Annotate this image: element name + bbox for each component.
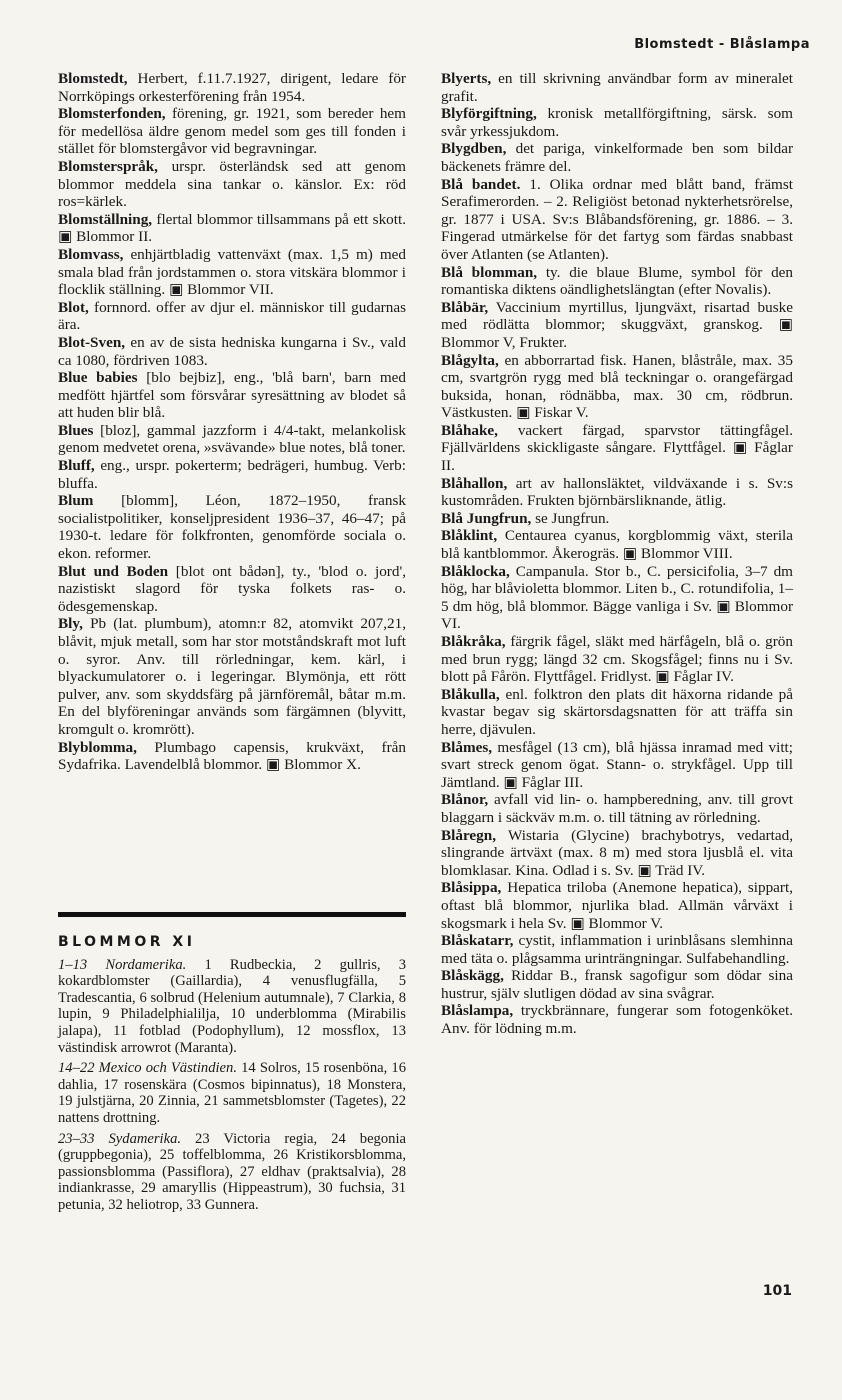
dictionary-entry: [441, 527, 793, 562]
legend-region: 14–22 Mexico och Västindien.: [58, 1060, 237, 1077]
dictionary-entry: [441, 932, 793, 967]
entry-definition: det pariga, vinkelformade ben som bildar bäckenets främre del.: [441, 140, 793, 175]
legend-title: BLOMMOR XI: [58, 934, 196, 950]
legend-text: 1 Rudbeckia, 2 gullris, 3 kokardblomster (Gaillardia), 4 venusflugfälla, 5 Tradescantia, 6 solbrud (Helenium autumnale), 7 Clarkia, 8 lupin, 9 Philadelphialilja, 10 underblomma (Mirabilis jalapa), 11 fotblad (Podophyllum), 12 mossflox, 13 västindisk arrowrot (Maranta).: [58, 956, 406, 1056]
dictionary-entry: [441, 422, 793, 475]
entry-headword: Blåklint,: [441, 527, 498, 545]
entry-headword: Blomstedt,: [58, 70, 128, 87]
dictionary-entry: [58, 457, 406, 492]
running-header: Blomstedt - Blåslampa: [634, 37, 810, 52]
dictionary-entry: [441, 633, 793, 686]
legend-block: [58, 1131, 406, 1214]
dictionary-entry: [441, 299, 793, 352]
entry-headword: Blue babies: [58, 369, 138, 387]
entry-definition: en abborrartad fisk. Hanen, blåstråle, max. 35 cm, svartgrön rygg med blå teckningar o. orangefärgad buksida, honan, rödnäbba, max. 30 cm, rödbrun. Västkusten. ▣ Fiskar V.: [441, 351, 793, 422]
entry-headword: Blues: [58, 421, 94, 439]
entry-headword: Blut und Boden: [58, 562, 169, 580]
entry-definition: färgrik fågel, släkt med härfågeln, blå o. grön med brun rygg; längd 32 cm. Skogsfågel; finns nu i Sv. blott på Fårön. Flyttfågel. Fridlyst. ▣ Fåglar IV.: [441, 633, 793, 686]
entry-headword: Blyerts,: [441, 70, 492, 87]
entry-headword: Blågylta,: [441, 351, 499, 369]
entry-definition: Campanula. Stor b., C. persicifolia, 3–7 dm hög, har blåvioletta blommor. Liten b., C. rotundifolia, 1–5 dm hög, blå blommor. Bägge vanliga i Sv. ▣ Blommor VI.: [441, 562, 793, 633]
entry-definition: tryckbrännare, fungerar som fotogenköket. Anv. för lödning m.m.: [441, 1002, 793, 1038]
entry-headword: Blyförgiftning,: [441, 105, 537, 123]
dictionary-entry: [441, 352, 793, 422]
entry-headword: Blåregn,: [441, 826, 496, 844]
dictionary-entry: [441, 563, 793, 633]
legend-region: 1–13 Nordamerika.: [58, 956, 187, 973]
entry-definition: art av hallonsläktet, vildväxande i s. Sv:s kustområden. Frukten björnbärsliknande, ätlig.: [441, 474, 793, 510]
dictionary-entry: [441, 105, 793, 140]
entry-headword: Blot-Sven,: [58, 333, 126, 351]
dictionary-entry: [441, 967, 793, 1002]
entry-definition: enl. folktron den plats dit häxorna ridande på kvastar begav sig skärtorsdagsnatten för att träffa sin herre, djävulen.: [441, 685, 793, 738]
entry-definition: Riddar B., fransk sagofigur som dödar sina hustrur, själv slutligen dödad av sina svågrar.: [441, 967, 793, 1002]
dictionary-entry: [58, 246, 406, 299]
legend-text: 23 Victoria regia, 24 begonia (gruppbegonia), 25 toffelblomma, 26 Kristikorsblomma, passionsblomma (Passiflora), 27 eldhav (praktsalvia), 28 indiankrasse, 29 amaryllis (Hippeastrum), 30 fuchsia, 31 petunia, 32 heliotrop, 33 Gunnera.: [58, 1130, 406, 1213]
entry-definition: kronisk metallförgiftning, särsk. som svår yrkessjukdom.: [441, 105, 793, 140]
entry-definition: Plumbago capensis, krukväxt, från Sydafrika. Lavendelblå blommor. ▣ Blommor X.: [58, 738, 406, 774]
entry-definition: se Jungfrun.: [531, 509, 610, 527]
entry-headword: Blåbär,: [441, 298, 489, 316]
dictionary-entry: [441, 140, 793, 175]
dictionary-entry: [441, 176, 793, 264]
entry-definition: eng., urspr. pokerterm; bedrägeri, humbug. Verb: bluffa.: [58, 457, 406, 492]
dictionary-entry: [441, 827, 793, 880]
dictionary-entry: [441, 475, 793, 510]
entry-definition: en till skrivning användbar form av mineralet grafit.: [441, 70, 793, 105]
dictionary-entry: [441, 264, 793, 299]
entry-headword: Blånor,: [441, 791, 489, 809]
entry-headword: Blåhake,: [441, 421, 498, 439]
legend-text: 14 Solros, 15 rosenböna, 16 dahlia, 17 rosenskära (Cosmos bipinnatus), 18 Monstera, 19 julstjärna, 20 Zinnia, 21 sammetsblomster (Tagetes), 22 nattens drottning.: [58, 1060, 406, 1126]
entry-headword: Blåklocka,: [441, 562, 510, 580]
entry-headword: Blomsterspråk,: [58, 157, 158, 175]
entry-headword: Blåhallon,: [441, 474, 508, 492]
entry-definition: vackert färgad, sparvstor tättingfågel. Fjällvärldens skickligaste sångare. Flyttfågel. ▣ Fåglar II.: [441, 421, 793, 475]
entry-definition: [blot ont bådən], ty., 'blod o. jord', nazistiskt slagord för tyska folkets ras- o. ödesgemenskap.: [58, 562, 406, 615]
entry-definition: en av de sista hedniska kungarna i Sv., vald ca 1080, fördriven 1083.: [58, 333, 406, 369]
dictionary-entry: [58, 105, 406, 158]
dictionary-entry: [58, 70, 406, 105]
dictionary-entry: [441, 1002, 793, 1037]
dictionary-entry: [441, 686, 793, 739]
entry-headword: Blåslampa,: [441, 1002, 514, 1020]
entry-definition: Hepatica triloba (Anemone hepatica), sippart, oftast blå blommor, njurlika blad. Allmän vårväxt i skogsmark i hela Sv. ▣ Blommor V.: [441, 879, 793, 932]
dictionary-entry: [58, 158, 406, 211]
entry-headword: Bly,: [58, 615, 83, 633]
entry-definition: Pb (lat. plumbum), atomn:r 82, atomvikt 207,21, blåvit, mjuk metall, som har stor motståndskraft mot luft o. syror. Anv. till rörledningar, kem. kärl, i blyackumulatorer o. i legeringar. Blymönja, ett rött pulver, anv. som skyddsfärg på järnföremål, båtar m.m. En del blyföreningar används som färgämnen (blyvitt, kromgult o. kromrött).: [58, 615, 406, 738]
legend-blocks: [58, 957, 406, 1214]
entry-headword: Blåmes,: [441, 738, 493, 756]
entry-headword: Blåkråka,: [441, 633, 506, 650]
legend-region: 23–33 Sydamerika.: [58, 1130, 182, 1147]
entry-headword: Blot,: [58, 298, 89, 316]
entry-headword: Bluff,: [58, 457, 95, 475]
entry-headword: Blum: [58, 492, 94, 510]
dictionary-entry: [441, 791, 793, 826]
entry-definition: Wistaria (Glycine) brachybotrys, vedartad, slingrande ärtväxt (max. 8 m) med stora ljusblå el. vita blomklasar. Kina. Odlad i s. Sv. ▣ Träd IV.: [441, 826, 793, 879]
entry-definition: ty. die blaue Blume, symbol för den romantiska diktens oändlighetslängtan (efter Novalis).: [441, 263, 793, 299]
entry-headword: Blå bandet.: [441, 175, 521, 193]
entry-definition: fornnord. offer av djur el. människor till gudarnas ära.: [58, 298, 406, 334]
entry-headword: Blygdben,: [441, 140, 507, 158]
dictionary-entry: [58, 334, 406, 369]
left-column: [58, 70, 406, 774]
dictionary-entry: [58, 563, 406, 616]
entry-definition: Centaurea cyanus, korgblommig växt, sterila blå kantblommor. Åkerogräs. ▣ Blommor VIII.: [441, 527, 793, 563]
entry-headword: Blå Jungfrun,: [441, 509, 532, 527]
dictionary-entry: [441, 70, 793, 105]
dictionary-entry: [58, 299, 406, 334]
entry-definition: mesfågel (13 cm), blå hjässa inramad med vitt; svart streck genom ögat. Stann- o. strykfågel. Upp till Jämtland. ▣ Fåglar III.: [441, 738, 793, 791]
entry-headword: Blå blomman,: [441, 263, 538, 281]
entry-definition: Vaccinium myrtillus, ljungväxt, risartad buske med rödlätta blommor; skuggväxt, granskog. ▣ Blommor V, Frukter.: [441, 298, 793, 351]
entry-definition: förening, gr. 1921, som bereder hem för medellösa äldre genom medel som ges till fonden i stället för blomstergåvor vid begravningar.: [58, 105, 406, 158]
entry-definition: cystit, inflammation i urinblåsans slemhinna med täta o. plågsamma urinträngningar. Sulfabehandling.: [441, 932, 793, 967]
entry-definition: avfall vid lin- o. hampberedning, anv. till grovt blaggarn i säckväv m.m. o. till tätning av rörledning.: [441, 791, 793, 826]
dictionary-entry: [441, 510, 793, 528]
right-column: [441, 70, 793, 1038]
dictionary-entry: [58, 422, 406, 457]
entry-definition: Herbert, f.11.7.1927, dirigent, ledare för Norrköpings orkesterförening från 1954.: [58, 70, 406, 105]
entry-definition: flertal blommor tillsammans på ett skott. ▣ Blommor II.: [58, 210, 406, 246]
dictionary-entry: [58, 369, 406, 422]
entry-definition: [bloz], gammal jazzform i 4/4-takt, melankolisk genom medvetet orena, »svävande» blue notes, blå toner.: [58, 421, 406, 457]
dictionary-entry: [58, 211, 406, 246]
dictionary-entry: [58, 615, 406, 738]
page-number: 101: [762, 1283, 792, 1299]
plate-legend: [58, 934, 406, 1218]
entry-headword: Blomställning,: [58, 210, 153, 228]
entry-definition: [blo bejbiz], eng., 'blå barn', barn med medfött hjärtfel som försvårar syresättning av blodet så att huden blir blå.: [58, 369, 406, 422]
entry-headword: Blåsippa,: [441, 879, 502, 897]
section-divider: [58, 912, 406, 917]
entry-definition: 1. Olika ordnar med blått band, främst Serafimerorden. – 2. Religiöst betonad nykterhetsrörelse, gr. 1877 i USA. Sv:s Blåbandsförening, gr. 1886. – 3. Fingerad utmärkelse för det fartyg som färdas snabbast över Atlanten (se Atlanten).: [441, 175, 794, 263]
dictionary-entry: [441, 879, 793, 932]
dictionary-entry: [58, 492, 406, 562]
entry-headword: Blomsterfonden,: [58, 105, 166, 123]
entry-definition: enhjärtbladig vattenväxt (max. 1,5 m) med smala blad från jordstammen o. stora vitskära blommor i flocklik ställning. ▣ Blommor VII.: [58, 245, 406, 299]
entry-definition: [blomm], Léon, 1872–1950, fransk socialistpolitiker, konseljpresident 1936–37, 46–47; på 1930-t. ledare för folkfronten, genomförde sociala o. ekon. reformer.: [58, 492, 406, 563]
entry-headword: Blyblomma,: [58, 738, 137, 756]
entry-headword: Blåskatarr,: [441, 932, 514, 950]
dictionary-entry: [58, 739, 406, 774]
entry-headword: Blåskägg,: [441, 967, 504, 985]
entry-headword: Blomvass,: [58, 245, 124, 263]
dictionary-entry: [441, 739, 793, 792]
entry-headword: Blåkulla,: [441, 685, 500, 703]
legend-block: [58, 957, 406, 1057]
entry-definition: urspr. österländsk sed att genom blommor meddela sina tankar o. känslor. Ex: röd ros=kärlek.: [58, 157, 406, 211]
legend-block: [58, 1060, 406, 1126]
